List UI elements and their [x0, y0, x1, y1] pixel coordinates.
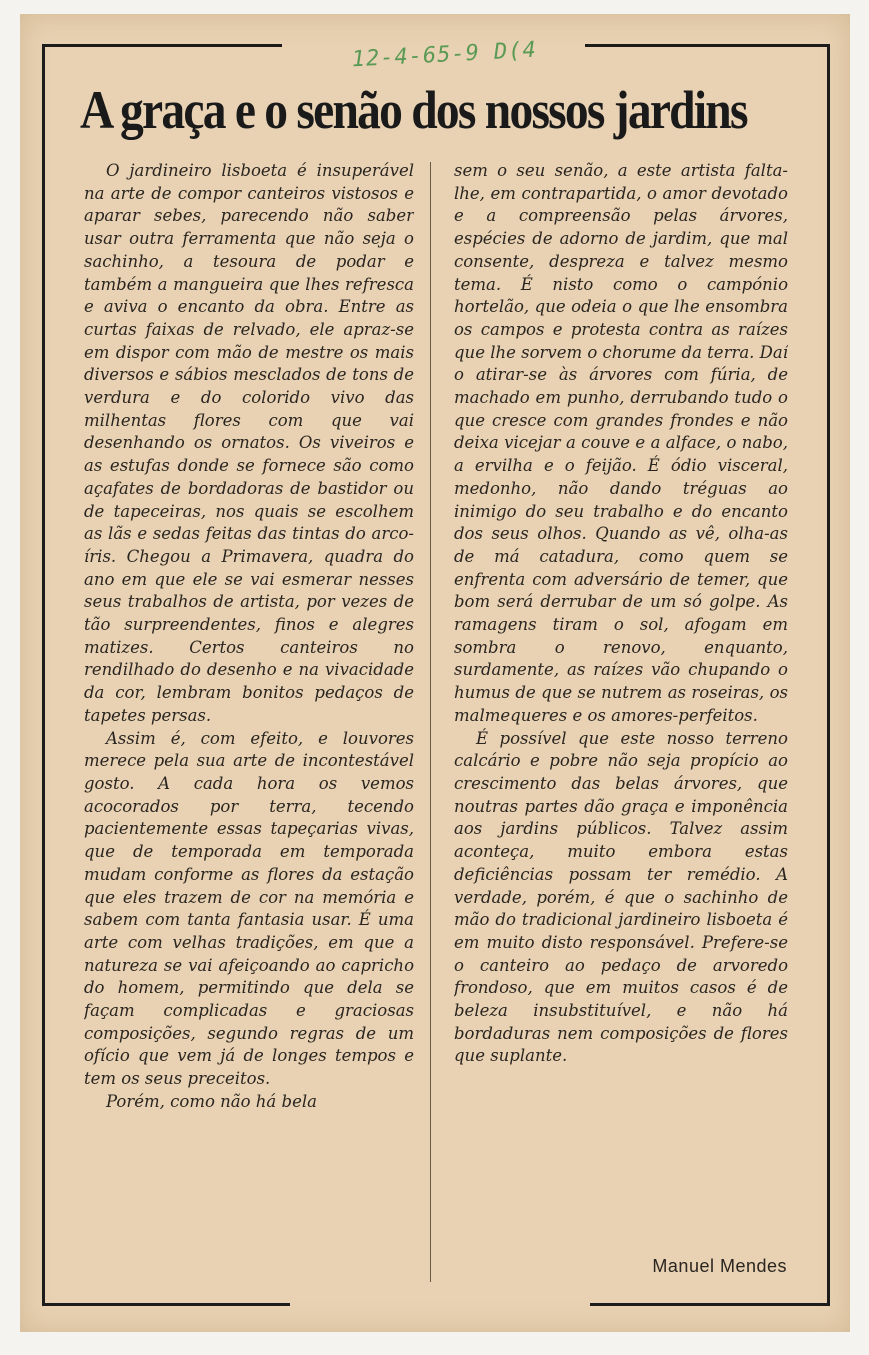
column-divider	[430, 162, 431, 1282]
paragraph: Assim é, com efeito, e louvores merece pela sua arte de incontestável gosto. A cada hora os vemos acocorados por terra, tecendo pacientemente essas tapeçarias vivas, que de temporada em temporada mudam conforme as flores da estação que eles trazem de cor na memória e sabem com tanta fantasia usar. É uma arte com velhas tradições, em que a natureza se vai afeiçoando ao capricho do homem, permitindo que dela se façam complicadas e graciosas composições, segundo regras de um ofício que vem já de longes tempos e tem os seus preceitos.	[84, 728, 414, 1089]
bottom-rule-right	[590, 1303, 830, 1306]
right-frame-rule	[827, 44, 830, 1306]
author-byline: Manuel Mendes	[652, 1256, 787, 1276]
handwritten-date-note: 12-4-65-9 D(4	[351, 37, 538, 73]
paragraph: sem o seu senão, a este artista falta-lhe, em contrapartida, o amor devotado e a compreensão pelas árvores, espécies de adorno de jardim, que mal consente, despreza e talvez mesmo tema. É nisto como o campónio hortelão, que odeia o que lhe ensombra os campos e protesta contra as raízes que lhe sorvem o chorume da terra. Daí o atirar-se às árvores com fúria, de machado em punho, derrubando tudo o que cresce com grandes frondes e não deixa vicejar a couve e a alface, o nabo, a ervilha e o feijão. É ódio visceral, medonho, não dando tréguas ao inimigo do seu trabalho e do encanto dos seus olhos. Quando as vê, olha-as de má catadura, como quem se enfrenta com adversário de temer, que bom será derrubar de um só golpe. As ramagens tiram o sol, afogam em sombra o renovo, enquanto, surdamente, as raízes vão chupando o humus de que se nutrem as roseiras, os malmequeres e os amores-perfeitos.	[454, 161, 788, 725]
paragraph: É possível que este nosso terreno calcário e pobre não seja propício ao crescimento das belas árvores, que noutras partes dão graça e imponência aos jardins públicos. Talvez assim aconteça, muito embora estas deficiências possam ter remédio. A verdade, porém, é que o sachinho de mão do tradicional jardineiro lisboeta é em muito disto responsável. Prefere-se o canteiro ao pedaço de arvoredo frondoso, que em muitos casos é de beleza insubstituível, e não há bordaduras nem composições de flores que suplante.	[454, 728, 788, 1066]
paragraph: O jardineiro lisboeta é insuperável na arte de compor canteiros vistosos e aparar sebes, parecendo não saber usar outra ferramenta que não seja o sachinho, a tesoura de podar e também a mangueira que lhes refresca e aviva o encanto da obra. Entre as curtas faixas de relvado, ele apraz-se em dispor com mão de mestre os mais diversos e sábios mesclados de tons de verdura e do colorido vivo das milhentas flores com que vai desenhando os ornatos. Os viveiros e as estufas donde se fornece são como açafates de bordadoras de bastidor ou de tapeceiras, nos quais se escolhem as lãs e sedas feitas das tintas do arco-íris. Chegou a Primavera, quadra do ano em que ele se vai esmerar nesses seus trabalhos de artista, por vezes de tão surpreendentes, finos e alegres matizes. Certos canteiros no rendilhado do desenho e na vivacidade da cor, lembram bonitos pedaços de tapetes persas.	[84, 161, 414, 725]
headline: A graça e o senão dos nossos jardins	[80, 80, 747, 140]
article-column-right	[454, 160, 788, 1270]
left-frame-rule	[42, 44, 45, 1306]
top-rule-left	[42, 44, 282, 47]
bottom-rule-left	[42, 1303, 290, 1306]
article-column-left	[84, 160, 414, 1270]
paragraph: Porém, como não há bela	[106, 1091, 317, 1111]
